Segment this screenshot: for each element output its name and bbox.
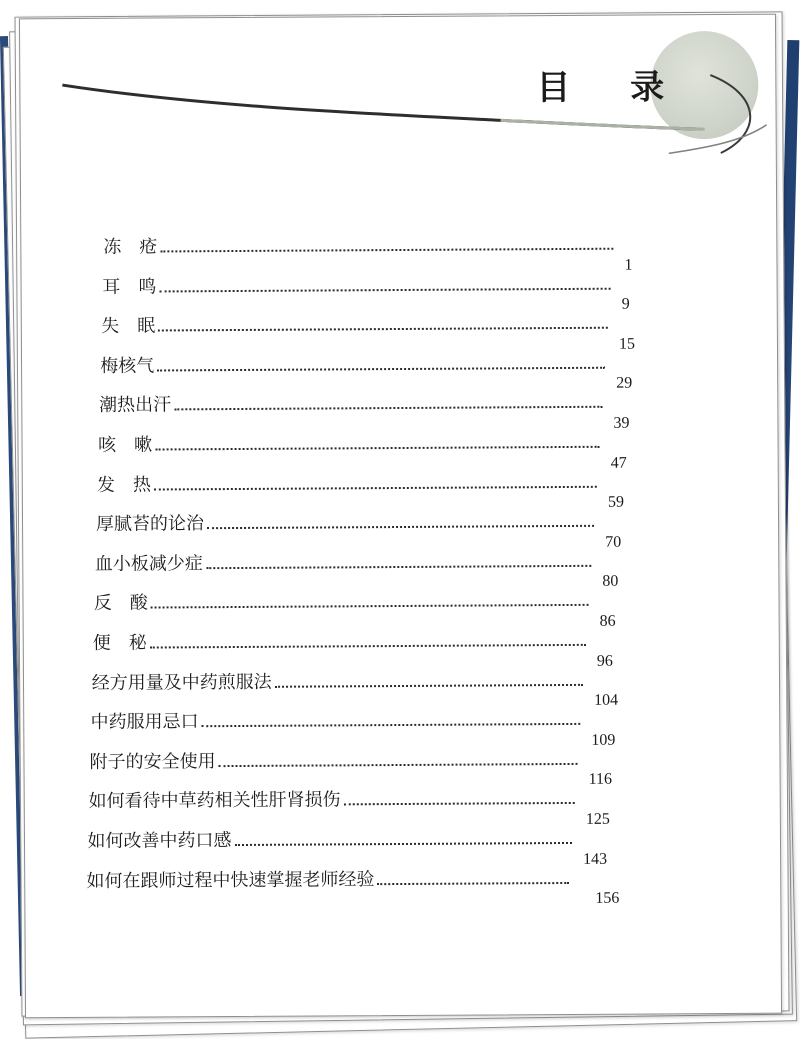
leader-dots <box>155 446 600 451</box>
leader-dots <box>159 287 610 292</box>
toc-entry-title: 潮热出汗 <box>99 394 172 417</box>
toc-page-number: 70 <box>605 533 622 551</box>
toc-entry-title: 咳 嗽 <box>97 434 153 456</box>
toc-entry[interactable] <box>96 511 600 536</box>
toc-page-number: 143 <box>583 850 608 868</box>
leader-dots <box>206 565 591 569</box>
toc-entry-title: 厚腻苔的论治 <box>95 513 204 536</box>
toc-entry-title: 失 眠 <box>101 315 156 338</box>
toc-page-number: 96 <box>596 652 613 670</box>
leader-dots <box>150 644 586 649</box>
toc-page-number: 109 <box>591 731 616 749</box>
leader-dots <box>275 683 583 687</box>
toc-entry[interactable] <box>100 353 611 378</box>
toc-entry-title: 如何在跟师过程中快速掌握老师经验 <box>86 868 375 892</box>
toc-entry[interactable] <box>103 234 619 259</box>
toc-page-number: 80 <box>602 573 619 591</box>
toc-page-number: 29 <box>616 374 633 393</box>
leader-dots <box>154 485 597 490</box>
toc-page-number: 47 <box>610 454 627 472</box>
toc-entry[interactable] <box>93 630 592 655</box>
toc-entry[interactable] <box>101 313 614 338</box>
toc-page-number: 59 <box>607 493 624 511</box>
table-of-contents <box>20 15 781 1018</box>
toc-page-number: 39 <box>613 414 630 432</box>
toc-entry-title: 血小板减少症 <box>94 553 203 575</box>
leader-dots <box>151 604 589 609</box>
toc-entry[interactable] <box>91 709 587 734</box>
toc-entry-title: 如何改善中药口感 <box>87 830 232 852</box>
toc-page-number: 104 <box>594 691 619 710</box>
toc-entry-title: 如何看待中草药相关性肝肾损伤 <box>88 789 341 813</box>
leader-dots <box>235 842 573 846</box>
toc-page-number: 9 <box>621 295 630 313</box>
leader-dots <box>344 802 575 805</box>
toc-entry[interactable] <box>97 471 603 496</box>
leader-dots <box>174 406 602 411</box>
leader-dots <box>377 882 569 885</box>
toc-entry[interactable] <box>86 868 575 893</box>
page-title: 目 录 <box>536 67 689 109</box>
toc-entry-title: 梅核气 <box>100 355 155 377</box>
toc-entry-title: 反 酸 <box>93 592 148 615</box>
toc-entry[interactable] <box>94 590 595 615</box>
leader-dots <box>207 525 594 529</box>
toc-entry[interactable] <box>95 551 598 576</box>
leader-dots <box>157 367 605 372</box>
leader-dots <box>202 723 581 727</box>
leader-dots <box>158 327 608 332</box>
leader-dots <box>160 248 613 253</box>
toc-page <box>19 14 782 1019</box>
toc-entry[interactable] <box>90 749 584 774</box>
toc-entry-title: 附子的安全使用 <box>89 750 216 773</box>
toc-page-number: 125 <box>585 810 610 828</box>
toc-entry[interactable] <box>98 432 606 457</box>
toc-entry-title: 中药服用忌口 <box>90 711 199 734</box>
toc-entry[interactable] <box>88 788 580 813</box>
toc-entry[interactable] <box>92 669 589 694</box>
toc-page-number: 156 <box>595 889 620 908</box>
toc-page-number: 1 <box>624 256 633 274</box>
toc-entry-title: 耳 鸣 <box>102 276 157 298</box>
toc-entry-title: 经方用量及中药煎服法 <box>91 671 272 694</box>
toc-entry[interactable] <box>99 392 608 417</box>
toc-page-number: 86 <box>599 612 616 630</box>
toc-entry-title: 发 热 <box>96 474 152 496</box>
toc-entry-title: 冻 疮 <box>103 236 158 258</box>
toc-entry[interactable] <box>102 273 616 298</box>
toc-page-number: 116 <box>588 771 613 789</box>
toc-entry[interactable] <box>87 828 578 853</box>
toc-entry-title: 便 秘 <box>92 632 147 654</box>
toc-page-number: 15 <box>618 335 636 353</box>
leader-dots <box>219 763 578 767</box>
